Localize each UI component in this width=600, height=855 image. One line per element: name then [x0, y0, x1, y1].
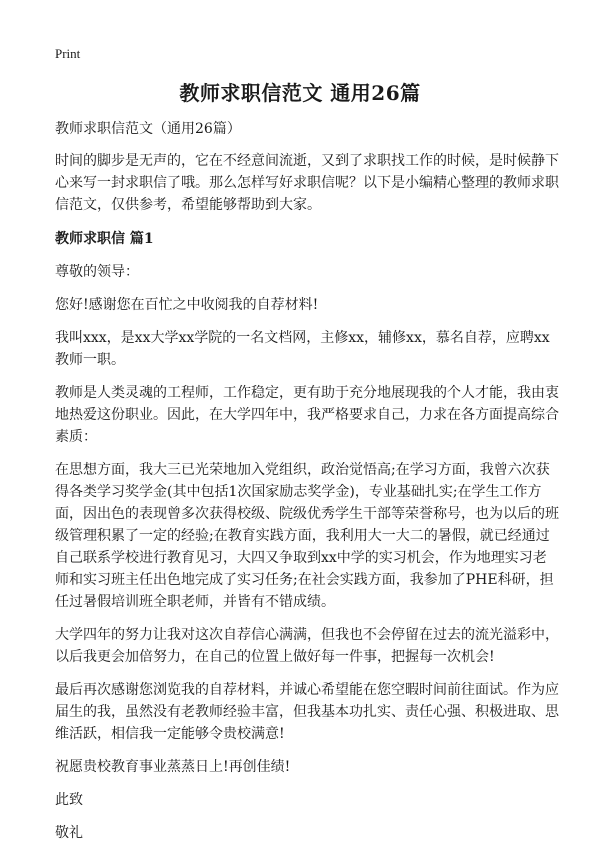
salutation: 尊敬的领导：	[55, 264, 139, 280]
closing-jingli: 敬礼	[55, 825, 83, 841]
confidence-paragraph: 大学四年的努力让我对这次自荐信心满满，但我也不会停留在过去的流光溢彩中，以后我更会加倍努力，在自己的位置上做好每一件事，把握每一次机会!	[55, 627, 559, 665]
section-heading: 教师求职信 篇1	[55, 231, 154, 247]
document-subtitle: 教师求职信范文（通用26篇）	[55, 121, 241, 137]
wishes-paragraph: 祝愿贵校教育事业蒸蒸日上!再创佳绩!	[55, 759, 291, 775]
greeting-paragraph: 您好!感谢您在百忙之中收阅我的自荐材料!	[55, 297, 319, 313]
intro-paragraph: 时间的脚步是无声的，它在不经意间流逝，又到了求职找工作的时候，是时候静下心来写一封求职信了哦。那么怎样写好求职信呢？以下是小编精心整理的教师求职信范文，仅供参考，希望能够帮助到大家。	[55, 153, 559, 213]
achievements-paragraph: 在思想方面，我大三已光荣地加入党组织，政治觉悟高;在学习方面，我曾六次获得各类学习奖学金(其中包括1次国家励志奖学金)，专业基础扎实;在学生工作方面，因出色的表现曾多次获得校级、院级优秀学生干部等荣誉称号，也为以后的班级管理积累了一定的经验;在教育实践方面，我利用大一大二的暑假，就已经通过自己联系学校进行教育见习，大四又争取到xx中学的实习机会，作为地理实习老师和实习班主任出色地完成了实习任务;在社会实践方面，我参加了PHE科研，担任过暑假培训班全职老师，并皆有不错成绩。	[55, 462, 559, 610]
document-body	[55, 118, 560, 855]
document-title: 教师求职信范文 通用26篇	[179, 81, 421, 105]
profession-paragraph: 教师是人类灵魂的工程师，工作稳定，更有助于充分地展现我的个人才能，我由衷地热爱这份职业。因此，在大学四年中，我严格要求自己，力求在各方面提高综合素质：	[55, 385, 559, 445]
print-link[interactable]: Print	[55, 46, 81, 61]
self-introduction-paragraph: 我叫xxx，是xx大学xx学院的一名文档网，主修xx，辅修xx，慕名自荐，应聘xx教师一职。	[55, 330, 550, 368]
closing-cizhi: 此致	[55, 792, 83, 808]
closing-paragraph: 最后再次感谢您浏览我的自荐材料，并诚心希望能在您空暇时间前往面试。作为应届生的我，虽然没有老教师经验丰富，但我基本功扎实、责任心强、积极进取、思维活跃，相信我一定能够令贵校满意!	[55, 682, 559, 742]
